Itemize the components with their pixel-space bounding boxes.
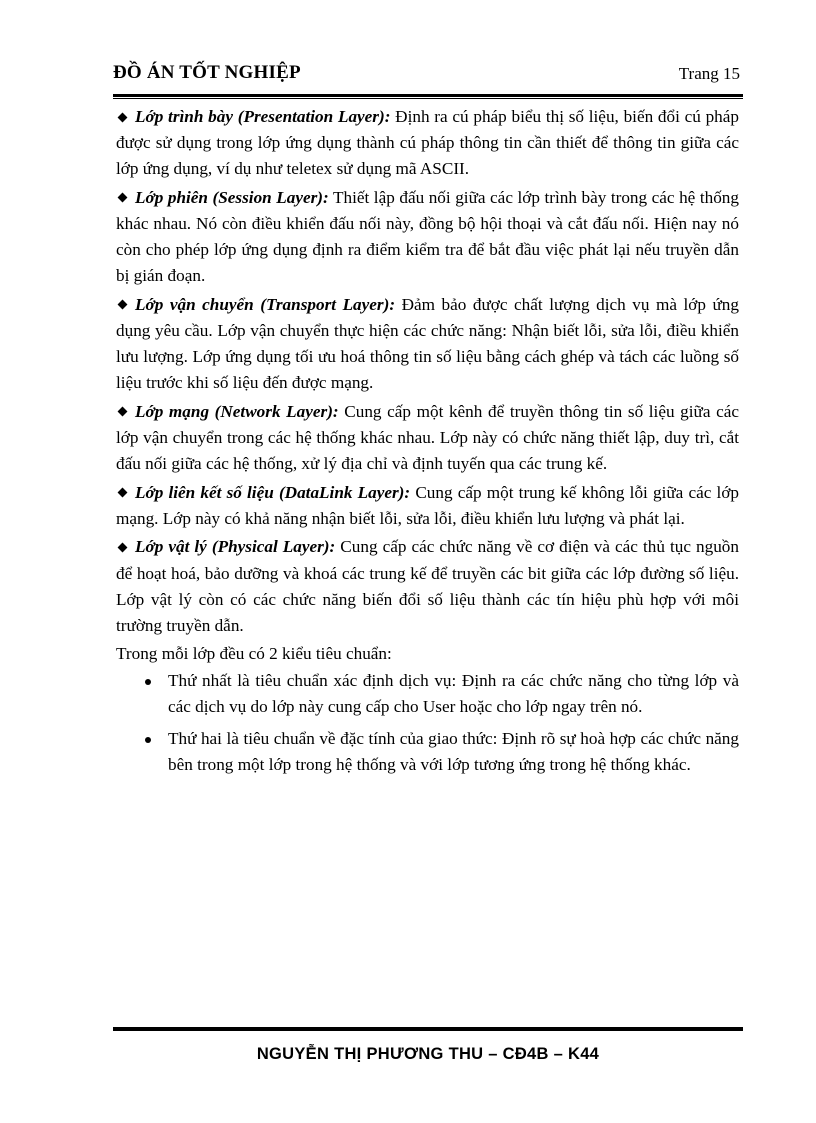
layer-term: Lớp liên kết số liệu (DataLink Layer):	[135, 482, 411, 502]
layer-term: Lớp vận chuyển (Transport Layer):	[135, 294, 396, 314]
layer-paragraph-network	[116, 399, 739, 477]
document-title: ĐỒ ÁN TỐT NGHIỆP	[113, 62, 301, 83]
footer-author: NGUYỄN THỊ PHƯƠNG THU – CĐ4B – K44	[256, 1045, 600, 1063]
page-body	[116, 104, 739, 784]
standard-text: Thứ hai là tiêu chuẩn về đặc tính của giao thức: Định rõ sự hoà hợp các chức năng bên trong một lớp trong hệ thống và với lớp tương ứng trong hệ thống khác.	[168, 728, 739, 774]
layer-description: Cung cấp các chức năng về cơ điện và các thủ tục nguồn để hoạt hoá, bảo dưỡng và khoá các trung kế để truyền các bit giữa các lớp đường số liệu. Lớp vật lý còn có các chức năng biến đổi số liệu thành các tín hiệu phù hợp với môi trường truyền dẫn.	[116, 537, 739, 635]
layer-description: Thiết lập đấu nối giữa các lớp trình bày trong các hệ thống khác nhau. Nó còn điều khiển đấu nối này, đồng bộ hội thoại và cắt đấu nối. Hiện nay nó còn cho phép lớp ứng dụng định ra điểm kiểm tra để bắt đầu việc phát lại nếu truyền dẫn bị gián đoạn.	[116, 187, 739, 286]
diamond-bullet-icon	[118, 112, 128, 122]
diamond-bullet-icon	[118, 543, 128, 553]
layer-description: Cung cấp một kênh để truyền thông tin số liệu giữa các lớp vận chuyển trong các hệ thống khác nhau. Lớp này có chức năng thiết lập, duy trì, cắt đấu nối giữa các hệ thống, xử lý địa chỉ và định tuyến qua các trung kế.	[116, 401, 739, 473]
layer-term: Lớp vật lý (Physical Layer):	[135, 537, 336, 557]
diamond-bullet-icon	[118, 193, 128, 203]
header-divider	[113, 94, 743, 99]
diamond-bullet-icon	[118, 407, 128, 417]
standards-intro: Trong mỗi lớp đều có 2 kiểu tiêu chuẩn:	[116, 644, 392, 664]
footer-divider	[113, 1027, 743, 1031]
list-item	[116, 668, 739, 720]
layer-paragraph-transport	[116, 292, 739, 396]
standards-list	[116, 668, 739, 778]
round-bullet-icon	[145, 737, 151, 743]
layer-paragraph-session	[116, 185, 739, 289]
layer-paragraph-datalink	[116, 480, 739, 532]
round-bullet-icon	[145, 679, 151, 685]
layer-description: Định ra cú pháp biểu thị số liệu, biến đổi cú pháp được sử dụng trong lớp ứng dụng thành cú pháp thông tin cần thiết để thông tin giữa các lớp ứng dụng, ví dụ như teletex sử dụng mã ASCII.	[116, 107, 739, 179]
layer-paragraph-presentation	[116, 104, 739, 182]
page-number: Trang 15	[678, 64, 740, 83]
layer-description: Đảm bảo được chất lượng dịch vụ mà lớp ứng dụng yêu cầu. Lớp vận chuyển thực hiện các chức năng: Nhận biết lỗi, sửa lỗi, điều khiển lưu lượng. Lớp ứng dụng tối ưu hoá thông tin số liệu bằng cách ghép và tách các luồng số liệu trước khi số liệu đến được mạng.	[116, 294, 739, 393]
list-item	[116, 726, 739, 778]
layer-term: Lớp phiên (Session Layer):	[135, 187, 329, 207]
standard-text: Thứ nhất là tiêu chuẩn xác định dịch vụ: Định ra các chức năng cho từng lớp và các dịch vụ do lớp này cung cấp cho User hoặc cho lớp ngay trên nó.	[168, 670, 739, 716]
diamond-bullet-icon	[118, 488, 128, 498]
page-header	[113, 62, 740, 92]
layer-term: Lớp mạng (Network Layer):	[135, 401, 339, 421]
layer-paragraph-physical	[116, 534, 739, 638]
layer-term: Lớp trình bày (Presentation Layer):	[135, 107, 391, 126]
layer-description: Cung cấp một trung kế không lỗi giữa các lớp mạng. Lớp này có khả năng nhận biết lỗi, sửa lỗi, điều khiển lưu lượng và phát lại.	[116, 482, 739, 528]
diamond-bullet-icon	[118, 300, 128, 310]
